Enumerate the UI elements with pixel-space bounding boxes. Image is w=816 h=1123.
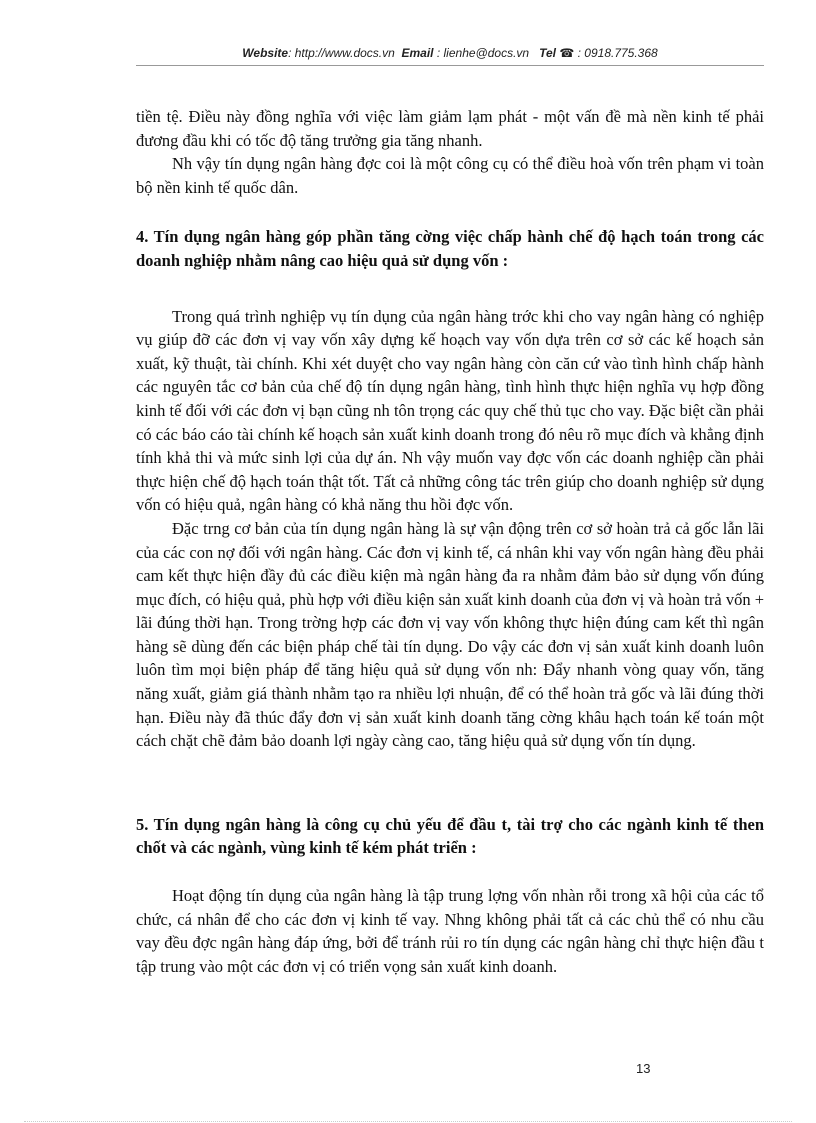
document-body bbox=[136, 105, 764, 978]
tel-label: Tel ☎ bbox=[539, 46, 575, 60]
paragraph-1: tiền tệ. Điều này đồng nghĩa với việc làm giảm lạm phát - một vấn đề mà nền kinh tế phải đương đầu khi có tốc độ tăng trưởng gia tăng nhanh. bbox=[136, 107, 764, 150]
header-rule bbox=[136, 65, 764, 66]
paragraph-5: Hoạt động tín dụng của ngân hàng là tập trung lợng vốn nhàn rỗi trong xã hội của các tổ chức, cá nhân để cho các đơn vị kinh tế vay. Nhng không phải tất cả các chủ thể có nhu cầu vay đều đợc ngân hàng đáp ứng, bởi để tránh rủi ro tín dụng các ngân hàng chỉ thực hiện đầu t tập trung vào một các đơn vị có triển vọng sản xuất kinh doanh. bbox=[136, 886, 764, 976]
paragraph-2: Nh vậy tín dụng ngân hàng đợc coi là một công cụ có thể điều hoà vốn trên phạm vi toàn bộ nền kinh tế quốc dân. bbox=[136, 154, 764, 197]
paragraph-3: Trong quá trình nghiệp vụ tín dụng của ngân hàng trớc khi cho vay ngân hàng có nghiệp vụ giúp đỡ các đơn vị vay vốn xây dựng kế hoạch vay vốn dựa trên cơ sở các kế hoạch sản xuất, kỹ thuật, tài chính. Khi xét duyệt cho vay ngân hàng còn căn cứ vào tình hình chấp hành các nguyên tắc cơ bản của chế độ tín dụng ngân hàng, tình hình thực hiện nghĩa vụ hợp đồng kinh tế đối với các đơn vị bạn cũng nh tôn trọng các quy chế thủ tục cho vay. Đặc biệt cần phải có các báo cáo tài chính kế hoạch sản xuất kinh doanh trong đó nêu rõ mục đích và khẳng định tính khả thi và mức sinh lợi của dự án. Nh vậy muốn vay đợc vốn các doanh nghiệp cần phải thực hiện chế độ hạch toán thật tốt. Tất cả những công tác trên giúp cho doanh nghiệp sử dụng vốn có hiệu quả, ngân hàng có khả năng thu hồi đợc vốn. bbox=[136, 306, 764, 515]
website-label: Website bbox=[242, 46, 289, 60]
email-value: : lienhe@docs.vn bbox=[436, 46, 530, 60]
page-header bbox=[136, 46, 764, 66]
footer-divider bbox=[24, 1121, 792, 1122]
email-label: Email bbox=[401, 46, 434, 60]
tel-value: : 0918.775.368 bbox=[577, 46, 658, 60]
section-heading-5: 5. Tín dụng ngân hàng là công cụ chủ yếu để đầu t, tài trợ cho các ngành kinh tế then chốt và các ngành, vùng kinh tế kém phát triển : bbox=[136, 814, 764, 858]
section-heading-4: 4. Tín dụng ngân hàng góp phần tăng cờng việc chấp hành chế độ hạch toán trong các doanh nghiệp nhằm nâng cao hiệu quả sử dụng vốn : bbox=[136, 227, 764, 270]
website-value: : http://www.docs.vn bbox=[288, 46, 395, 60]
paragraph-4: Đặc trng cơ bản của tín dụng ngân hàng là sự vận động trên cơ sở hoàn trả cả gốc lẫn lãi của các con nợ đối với ngân hàng. Các đơn vị kinh tế, cá nhân khi vay vốn ngân hàng đều phải cam kết thực hiện đầy đủ các điều kiện mà ngân hàng đa ra nhằm đảm bảo sử dụng vốn đúng mục đích, có hiệu quả, phù hợp với điều kiện sản xuất kinh doanh của đơn vị và hoàn trả vốn + lãi đúng thời hạn. Trong trờng hợp các đơn vị vay vốn không thực hiện đúng cam kết thì ngân hàng sẽ dùng đến các biện pháp chế tài tín dụng. Do vậy các đơn vị sản xuất kinh doanh luôn luôn tìm mọi biện pháp để tăng hiệu quả sử dụng vốn nh: Đẩy nhanh vòng quay vốn, tăng năng xuất, giảm giá thành nhằm tạo ra nhiều lợi nhuận, để có thể hoàn trả gốc và lãi đúng thời hạn. Điều này đã thúc đẩy đơn vị sản xuất kinh doanh tăng cờng khâu hạch toán kế toán một cách chặt chẽ đảm bảo doanh lợi ngày càng cao, tăng hiệu quả sử dụng vốn tín dụng. bbox=[136, 518, 764, 751]
page-number: 13 bbox=[636, 1061, 651, 1076]
